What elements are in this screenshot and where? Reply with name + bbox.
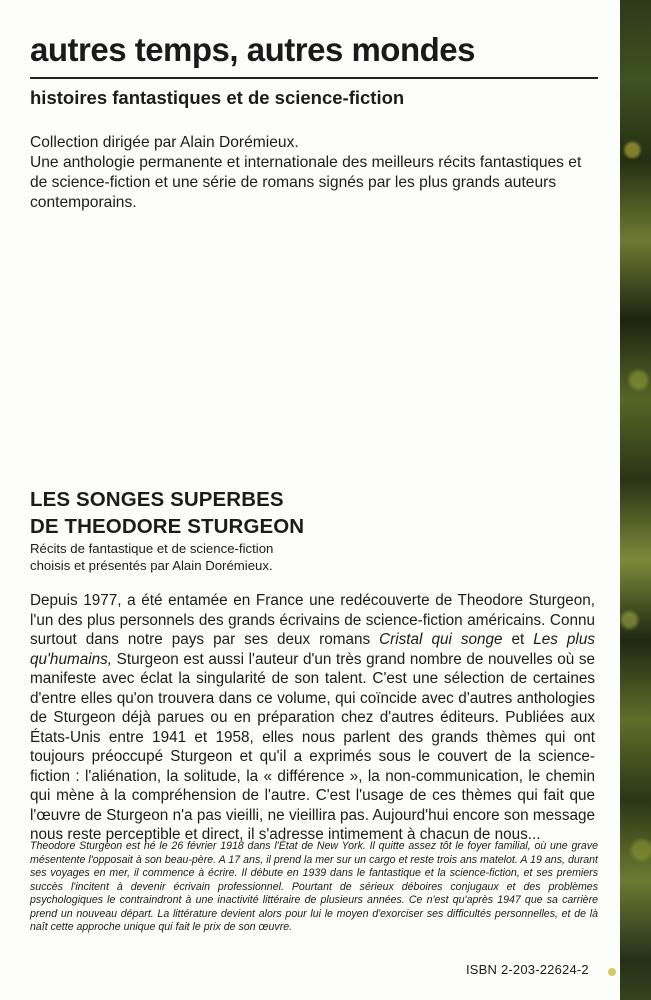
book-title-line-2: DE THEODORE STURGEON <box>30 515 305 538</box>
blurb-part-3: Sturgeon est aussi l'auteur d'un très grand nombre de nouvelles où se manifeste avec éclat la singularité de son talent. C'est une sélection de certaines d'entre elles qu'on trouvera dans ce volume, qui coïncide avec d'autres anthologies de Sturgeon déjà parues ou en préparation chez d'autres éditeurs. Publiées aux États-Unis entre 1941 et 1958, elles nous parlent des grands thèmes qui ont toujours préoccupé Sturgeon et qu'il a exprimés sous le couvert de la science-fiction : l'aliénation, la solitude, la « différence », la non-communication, le chemin qui mène à la compréhension de l'autre. C'est l'usage de ces thèmes qui fait que l'œuvre de Sturgeon n'a pas vieilli, ne vieillira pas. Aujourd'hui encore son message nous reste perceptible et direct, il s'adresse intimement à chacun de nous... <box>30 650 595 843</box>
book-subtitle-line-1: Récits de fantastique et de science-fiction <box>30 541 274 556</box>
isbn-number: ISBN 2-203-22624-2 <box>466 962 589 977</box>
blurb-part-1: Depuis 1977, a été entamée en France une redécouverte de Theodore Sturgeon, l'un des plus personnels des grands écrivains de science-fiction américains. Connu surtout dans notre pays par ses deux romans <box>30 592 595 648</box>
blurb-title-plus-quhumains: Les plus qu'humains, <box>30 631 595 668</box>
collection-director: Collection dirigée par Alain Dorémieux. <box>30 134 299 151</box>
blurb-part-2: et <box>502 631 534 648</box>
title-rule-divider <box>30 77 598 79</box>
author-biography: Theodore Sturgeon est né le 26 février 1918 dans l'État de New York. Il quitte assez tôt le foyer familial, où une grave mésentente l'opposait à son beau-père. A 17 ans, il prend la mer sur un cargo et reste trois ans matelot. A 19 ans, durant ses voyages en mer, il commence à écrire. Il débute en 1939 dans le fantastique et la science-fiction, et ses premiers succès l'incitent à devenir écrivain professionnel. Pourtant de sérieux déboires conjugaux et des problèmes psychologiques le contraindront à une inactivité littéraire de plusieurs années. Ce n'est qu'après 1947 que sa carrière prend un nouveau départ. La littérature devient alors pour lui le moyen d'exorciser ses difficultés personnelles, et de là naît cette approche unique qui fait le prix de son œuvre. <box>30 840 598 933</box>
book-subtitle-line-2: choisis et présentés par Alain Dorémieux. <box>30 557 273 573</box>
series-title: autres temps, autres mondes <box>30 31 475 68</box>
blurb-paragraph <box>30 591 595 845</box>
book-title <box>30 486 304 540</box>
collection-description <box>30 133 590 213</box>
series-subtitle: histoires fantastiques et de science-fiction <box>30 87 405 108</box>
book-title-line-1: LES SONGES SUPERBES <box>30 488 284 511</box>
front-cover-edge-image <box>620 0 651 1000</box>
corner-mark <box>608 968 616 976</box>
blurb-title-cristal: Cristal qui songe <box>379 631 503 648</box>
book-subtitle <box>30 541 273 574</box>
collection-summary: Une anthologie permanente et internationale des meilleurs récits fantastiques et de science-fiction et une série de romans signés par les plus grands auteurs contemporains. <box>30 154 582 211</box>
